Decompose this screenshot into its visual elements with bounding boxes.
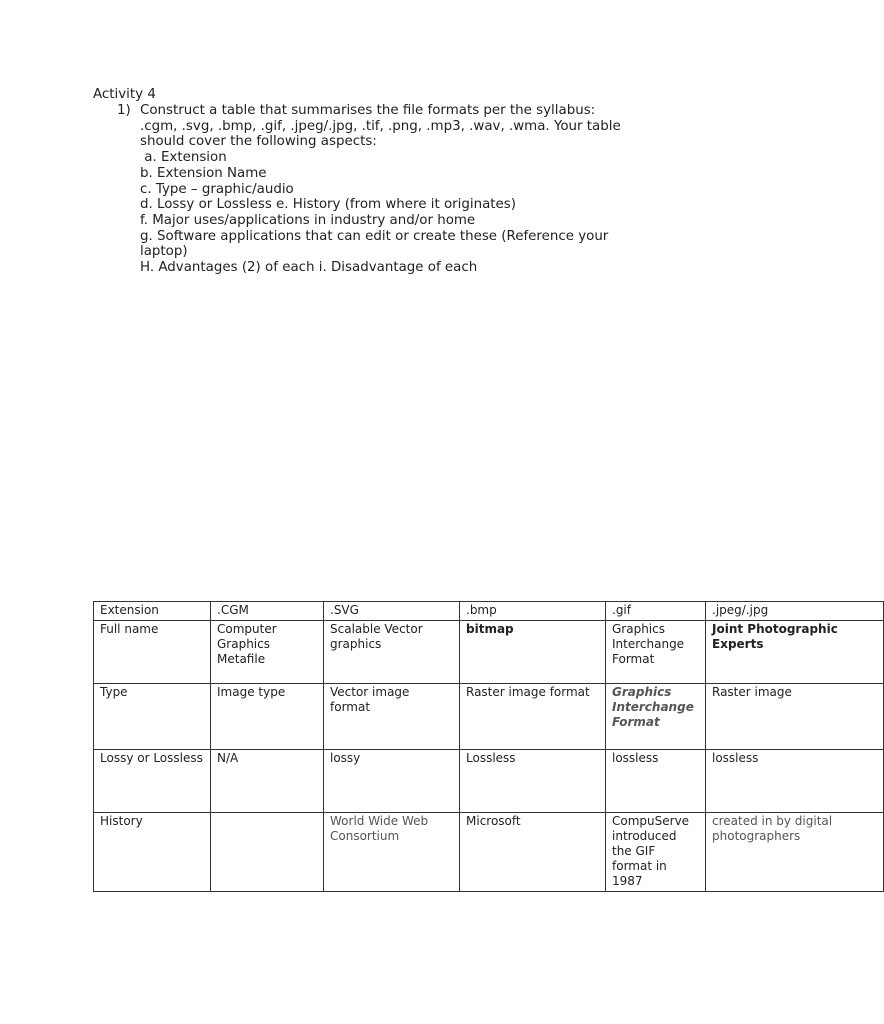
table-row bbox=[94, 602, 884, 621]
file-format-table bbox=[93, 601, 884, 892]
question-line: .cgm, .svg, .bmp, .gif, .jpeg/.jpg, .tif, .png, .mp3, .wav, .wma. Your table bbox=[140, 118, 621, 134]
table-cell: Raster image bbox=[706, 684, 884, 750]
table-row bbox=[94, 813, 884, 892]
table-cell: lossy bbox=[324, 750, 460, 813]
row-label-cell: Extension bbox=[94, 602, 211, 621]
table-cell: Image type bbox=[211, 684, 324, 750]
table-cell: Scalable Vector graphics bbox=[324, 621, 460, 684]
table-cell: CompuServe introduced the GIF format in 1987 bbox=[606, 813, 706, 892]
table-cell: lossless bbox=[606, 750, 706, 813]
question-line: should cover the following aspects: bbox=[140, 134, 377, 150]
table-cell: Vector image format bbox=[324, 684, 460, 750]
table-cell: .bmp bbox=[460, 602, 606, 621]
aspect-line-b: b. Extension Name bbox=[140, 165, 267, 181]
aspect-line-g-cont: laptop) bbox=[140, 244, 188, 260]
aspect-line-g: g. Software applications that can edit or create these (Reference your bbox=[140, 228, 609, 244]
table-row bbox=[94, 621, 884, 684]
row-label-cell: Full name bbox=[94, 621, 211, 684]
aspect-line-h-i: H. Advantages (2) of each i. Disadvantage of each bbox=[140, 260, 478, 276]
table-cell: .SVG bbox=[324, 602, 460, 621]
table-cell: N/A bbox=[211, 750, 324, 813]
table-cell: lossless bbox=[706, 750, 884, 813]
table-cell: .gif bbox=[606, 602, 706, 621]
table-row bbox=[94, 750, 884, 813]
table-cell: World Wide Web Consortium bbox=[324, 813, 460, 892]
question-text bbox=[140, 103, 760, 276]
aspect-line-d-e: d. Lossy or Lossless e. History (from where it originates) bbox=[140, 197, 516, 213]
question-line: Construct a table that summarises the file formats per the syllabus: bbox=[140, 103, 596, 118]
table-cell: Computer Graphics Metafile bbox=[211, 621, 324, 684]
table-cell: Lossless bbox=[460, 750, 606, 813]
table-cell: Raster image format bbox=[460, 684, 606, 750]
aspect-line-a: a. Extension bbox=[140, 150, 227, 166]
activity-title: Activity 4 bbox=[93, 87, 156, 102]
table-cell: .CGM bbox=[211, 602, 324, 621]
file-format-table-container bbox=[93, 601, 838, 891]
row-label-cell: Type bbox=[94, 684, 211, 750]
row-label-cell: Lossy or Lossless bbox=[94, 750, 211, 813]
table-cell: bitmap bbox=[460, 621, 606, 684]
table-cell: Graphics Interchange Format bbox=[606, 684, 706, 750]
aspect-line-f: f. Major uses/applications in industry and/or home bbox=[140, 212, 476, 228]
question-number: 1) bbox=[117, 103, 131, 118]
table-cell: created in by digital photographers bbox=[706, 813, 884, 892]
table-cell: Graphics Interchange Format bbox=[606, 621, 706, 684]
table-row bbox=[94, 684, 884, 750]
aspect-line-c: c. Type – graphic/audio bbox=[140, 181, 294, 197]
table-cell: Joint Photographic Experts bbox=[706, 621, 884, 684]
table-cell: .jpeg/.jpg bbox=[706, 602, 884, 621]
table-cell: Microsoft bbox=[460, 813, 606, 892]
table-cell bbox=[211, 813, 324, 892]
row-label-cell: History bbox=[94, 813, 211, 892]
